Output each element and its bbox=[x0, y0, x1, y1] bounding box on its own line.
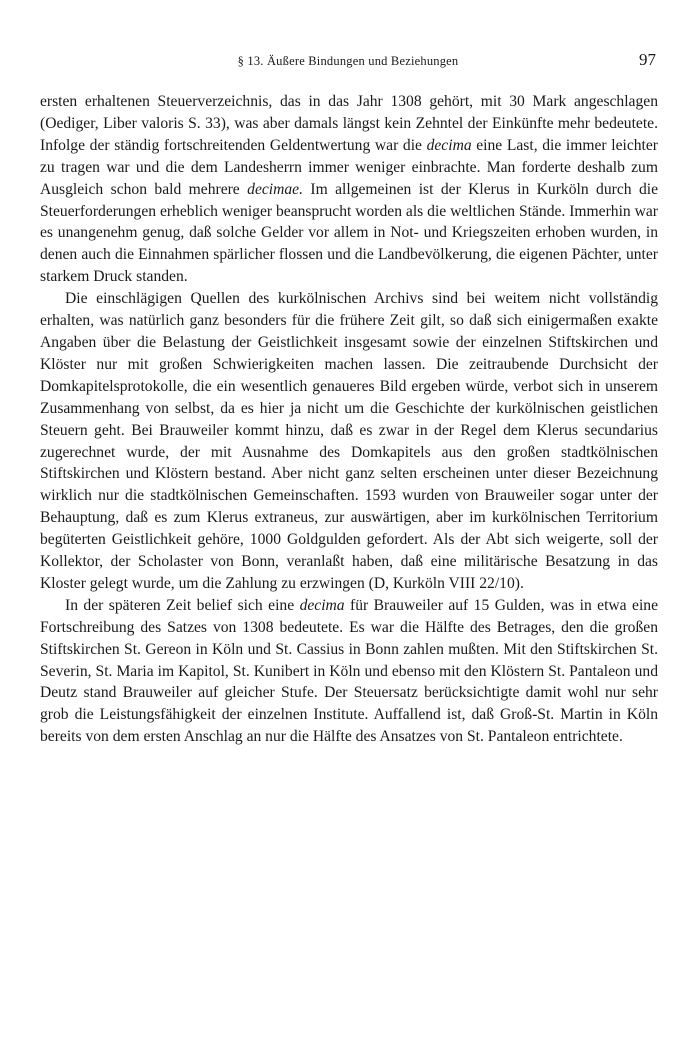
paragraph-2: Die einschlägigen Quellen des kurkölnischen Archivs sind bei weitem nicht vollständig erhalten, was natürlich ganz besonders für die frühere Zeit gilt, so daß sich einigermaßen exakte Angaben über die Belastung der Geistlichkeit insgesamt sowie der einzelnen Stiftskirchen und Klöster nur mit großen Schwierigkeiten machen lassen. Die zeitraubende Durchsicht der Domkapitelsprotokolle, die ein wesentlich genaueres Bild ergeben würde, verbot sich in unserem Zusammenhang von selbst, da es hier ja nicht um die Geschichte der kurkölnischen geistlichen Steuern geht. Bei Brauweiler kommt hinzu, daß es zwar in der Regel dem Klerus secundarius zugerechnet wurde, der mit Ausnahme des Domkapitels aus den großen stadtkölnischen Stiftskirchen und Klöstern bestand. Aber nicht ganz selten erscheinen unter dieser Bezeichnung wirklich nur die stadtkölnischen Gemeinschaften. 1593 wurden von Brauweiler sogar unter der Behauptung, daß es zum Klerus extraneus, zur auswärtigen, aber im kurkölnischen Territorium begüterten Geistlichkeit gehöre, 1000 Goldgulden gefordert. Als der Abt sich weigerte, soll der Kollektor, der Scholaster von Bonn, veranlaßt haben, daß eine militärische Besatzung in das Kloster gelegt wurde, um die Zahlung zu erzwingen (D, Kurköln VIII 22/10). bbox=[40, 290, 658, 592]
paragraph-1-text-b: eine Last, die immer leichter zu tragen war und die dem Landesherrn immer weniger einbrachte. Man forderte deshalb zum Ausgleich schon bald mehrere bbox=[40, 136, 658, 198]
paragraph-3-text-b: für Brauweiler auf 15 Gulden, was in etwa eine Fortschreibung des Satzes von 1308 bedeutete. Es war die Hälfte des Betrages, den die großen Stiftskirchen St. Gereon in Köln und St. Cassius in Bonn zahlen mußten. Mit den Stiftskirchen St. Severin, St. Maria im Kapitol, St. Kunibert in Köln und ebenso mit den Klöstern St. Pantaleon und Deutz stand Brauweiler auf gleicher Stufe. Der Steuersatz berücksichtigte damit wohl nur sehr grob die Leistungsfähigkeit der einzelnen Institute. Auffallend ist, daß Groß-St. Martin in Köln bereits von dem ersten Anschlag an nur die Hälfte des Ansatzes von St. Pantaleon entrichtete. bbox=[40, 596, 659, 746]
body-text bbox=[40, 91, 658, 748]
paragraph-1-text-a: ersten erhaltenen Steuerverzeichnis, das in das Jahr 1308 gehört, mit 30 Mark angeschlagen (Oediger, Liber valoris S. 33), was aber damals längst kein Zehntel der Einkünfte mehr bedeutete. Infolge der ständig fortschreitenden Geldentwertung war die bbox=[40, 93, 658, 154]
paragraph-3 bbox=[40, 595, 658, 748]
paragraph-1-emphasis-2: decimae. bbox=[247, 180, 303, 198]
section-title: § 13. Äußere Bindungen und Beziehungen bbox=[237, 54, 459, 68]
page-number: 97 bbox=[639, 50, 656, 69]
running-head bbox=[40, 50, 656, 76]
paragraph-1-emphasis-1: decima bbox=[426, 136, 472, 154]
paragraph-3-text-a: In der späteren Zeit belief sich eine bbox=[65, 596, 300, 614]
paragraph-3-emphasis: decima bbox=[299, 596, 345, 614]
paragraph-1-text-c: Im allgemeinen ist der Klerus in Kurköln durch die Steuerforderungen erheblich weniger beansprucht worden als die weltlichen Stände. Immerhin war es unangenehm genug, daß solche Gelder vor allem in Not- und Kriegszeiten erhoben wurden, in denen auch die Einnahmen spärlicher flossen und die Landbevölkerung, die eigenen Pächter, unter starkem Druck standen. bbox=[40, 180, 658, 286]
paragraph-1 bbox=[40, 91, 658, 288]
